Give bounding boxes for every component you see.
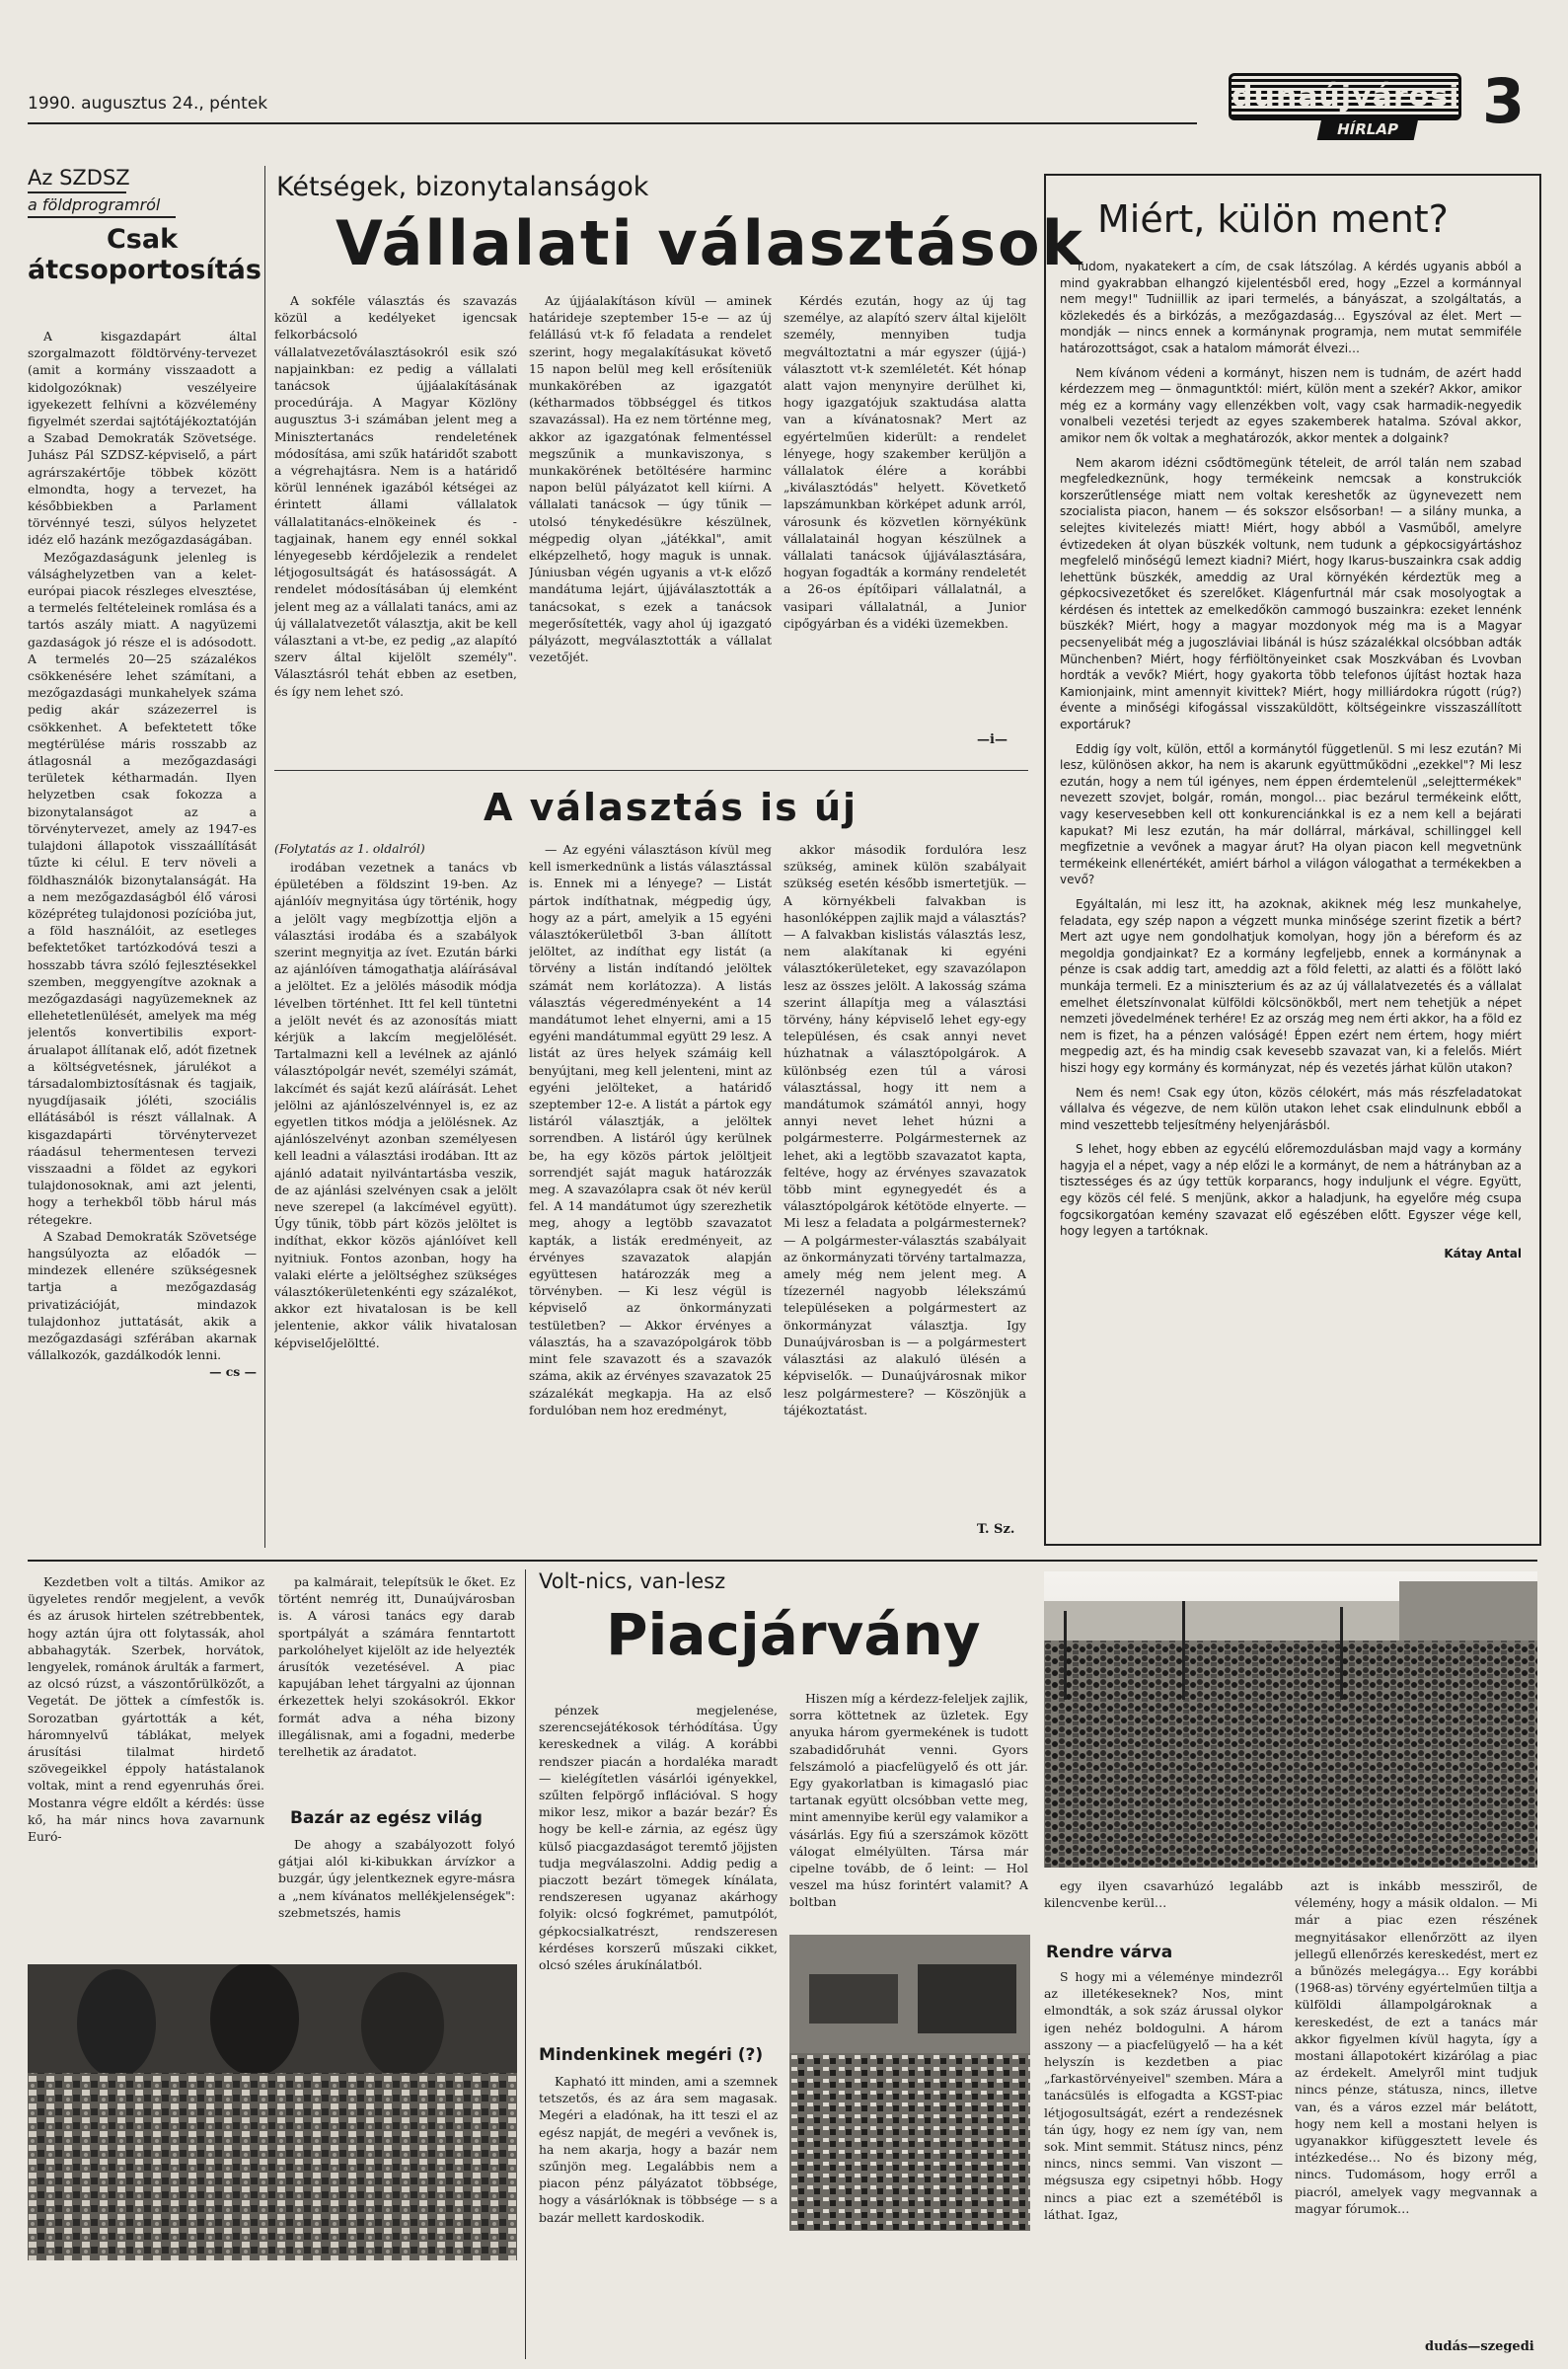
kulon-ment-para: Eddig így volt, külön, ettől a kormánytól függetlenül. S mi lesz ezután? Mi lesz, különösen akkor, ha nem is akarunk együttműködni „ezekkel"? Mi lesz ezután, hogy a nem túl igényes, nem éppen érdemtelenül „selejttermékek" nevezett szovjet, bolgár, román, mongol… piac bezárul termékeink előtt, vagy keservesebben kell ott konkurenciánkkal is ez a nem kell a bejárati kapukat? Mi lesz ezután, ha már dollárral, márkával, schillinggel kell megfizetnie a vevőnek a magyar árut? Ha olyan piacon kell megvetnünk termékeink ellenértékét, amiért bárhol a világon válogathat a termékekben a vevő? <box>1060 741 1522 887</box>
valasztas-uj-title: A választás is új <box>484 786 859 829</box>
piac-intro-col-1 <box>28 1573 264 1954</box>
valasztasok-col-1 <box>274 292 517 760</box>
valasztas-uj-text-2: — Az egyéni választáson kívül meg kell ismerkednünk a listás választással is. Ennek mi a lényege? — Listát pártok indíthatnak, mégpedig úgy, hogy az a párt, amelyik a 15 egyéni választókerületből 3-ban állított jelöltet, az indíthat egy listát (a törvény a listán indítandó jelöltek számát nem korlátozza). A listás választás végeredményeként a 14 mandátumot lehet elnyerni, ami a 15 egyéni mandátummal együtt 29 lesz. A listát az üres helyek számáig kell benyújtani, meg kell jelenteni, mint az egyéni jelölteket, a határidő szeptember 12-e. A listát a pártok egy listáról választják, a jelöltek sorrendben. A listáról úgy kerülnek be, ha egy közös pártok jelöltjeit sorrendjét saját maguk határozzák meg. A szavazólapra csak öt név kerül fel. A 14 mandátumot úgy szerezhetik meg, ahogy a legtöbb szavazatot kapták, a listák eredményeit, az érvényes szavazatok alapján együttesen határozzák meg a törvényben. — Ki lesz végül is képviselő az önkormányzati testületben? — Akkor érvényes a választás, ha a szavazópolgárok több mint fele szavazott és a szavazók száma, akik az érvényes szavazatok 25 százalékát megkapja. Ha az első fordulóban nem hoz eredményt, <box>529 842 772 1417</box>
szdsz-signature: — cs — <box>209 1364 257 1380</box>
mindenki-body <box>539 2073 778 2355</box>
mindenki-text: Kapható itt minden, ami a szemnek tetszetős, és az ára sem magasak. Megéri a eladónak, ha itt teszi el az egész napját, de megéri a vevőnek is, ha nem akarja, hogy a bazár nem szűnjön meg. Legalábbis nem a piacon pénz pályázatot többsége, hogy a vásárlóknak is többsége — s a bazár mellett kardoskodik. <box>539 2074 778 2225</box>
piac-intro-text-1: Kezdetben volt a tiltás. Amikor az ügyeletes rendőr megjelent, a vevők és az árusok hirtelen szétrebbentek, hogy aztán újra ott folytassák, ahol abbahagyták. Szerbek, horvátok, lengyelek, románok árulták a farmert, az olcsó rúzst, a vászontőrülközőt, a Vegetát. De jöttek a címfestők is. Sorozatban gyártották a két, háromnyelvű táblákat, melyek árusítási tilalmat hirdető szövegeikkel éppoly hatástalanok voltak, mint a rend egyenruhás őrei. Mostanra végre eldőlt a kérdés: üsse kő, ha már nincs hova zavarnunk Euró- <box>28 1574 264 1845</box>
valasztas-uj-continued: (Folytatás az 1. oldalról) <box>274 841 425 856</box>
market-items-photo <box>789 1935 1030 2231</box>
rendre-subhead: Rendre várva <box>1046 1943 1173 1962</box>
piac-signature: dudás—szegedi <box>1425 2339 1534 2354</box>
valasztasok-signature: —i— <box>977 732 1008 747</box>
market-crowd-image <box>1044 1571 1537 1868</box>
bazar-body <box>278 1836 515 1954</box>
piac-text-a: pénzek megjelenése, szerencsejátékosok térhódítása. Úgy kereskednek a világ. A korábbi rendszer piacán a hordaléka maradt — kielégítetlen vásárlói igényekkel, szűlten felpörgő inflációval. S hogy mikor lesz, mikor a bazár bezár? És hogy be kell-e zárnia, az egész ügy külső piacgazdaságot teremtő jöjjsten tudja megválaszolni. Addig pedig a piaczott bezárt tömegek kínálata, rendszeresen ugyanaz akárhogy folyik: olcsó fogkrémet, pamutpólót, gépkocsialkatrészt, rendszeresen kérdéses korszerű műszaki cikket, olcsó széles árukínálatból. <box>539 1703 778 1973</box>
bazar-text: De ahogy a szabályozott folyó gátjai alól ki-kibukkan árvízkor a buzgár, úgy jelentkeznek egyre-másra a „nem kívánatos mellékjelenségek": szebmetszés, hamis <box>278 1837 515 1920</box>
rendre-text: S hogy mi a véleménye mindezről az illetékeseknek? Nos, mint elmondták, a sok száz árussal olykor igen nehéz boldogulni. A három asszony — a piacfelügyelő — ha a két helyszín is kezdetben a piac „farkastörvényeivel" szemben. Mára a tanácsülés is elfogadta a KGST-piac létjogosultságát, ezért a rendezésnek tán úgy, hogy ez nem így van, nem sok. Mint semmit. Státusz nincs, pénz nincs, nincs semmi. Van viszont — mégsusza egy csipetnyi hőbb. Hogy nincs a piac ezt a szemétéből is láthat. Igaz, <box>1044 1969 1283 2222</box>
page-number: 3 <box>1482 65 1526 137</box>
valasztasok-text-1: A sokféle választás és szavazás közül a kedélyeket igencsak felkorbácsoló vállalatvezetőválasztásokról esik szó napjainkban: ez pedig a vállalati tanácsok újjáalakításának procedúrája. A Magyar Közlöny augusztus 3-i számában jelent meg a Minisztertanács rendeletének módosítása, ami szűk határidőt szabott a végrehajtásra. Nem is a határidő körül lennének igazából kétségei az érintett állami vállalatok vállalatitanács-elnökeinek és -tagjainak, hanem egy ennél sokkal lényegesebb kérdőjelezik a rendelet létjogosultságát és hatásosságát. A rendelet módosításában új elemként jelent meg az a vállalati tanács, ami az új vállalatvezetőt választja, akit be kell választani a vt-be, ez pedig „az alapító szerv által kijelölt személy". Választásról tehát ebben az esetben, és így nem lehet szó. <box>274 293 517 699</box>
kulon-ment-title: Miért, külön ment? <box>1097 197 1449 241</box>
kulon-ment-para: Nem és nem! Csak egy úton, közös célokért, más más részfeladatokat vállalva és végezve, de nem külön utakon lehet csak elindulnunk ebből a mind veszettebb teljesítmény helyenjárásból. <box>1060 1085 1522 1132</box>
market-stalls-image <box>28 1964 517 2260</box>
bazar-subhead: Bazár az egész világ <box>290 1808 483 1828</box>
valasztas-uj-signature: T. Sz. <box>977 1522 1015 1537</box>
kulon-ment-body <box>1060 259 1522 1518</box>
piac-col-c1 <box>1044 1877 1283 1917</box>
piac-col-b <box>789 1690 1028 1927</box>
valasztasok-kicker: Kétségek, bizonytalanságok <box>276 172 649 202</box>
piac-text-d: azt is inkább messziről, de vélemény, hogy a másik oldalon. — Mi már a piac ezen részének megnyitásakor ellenőrzött az ilyen jellegű ellenőrzés kereskedést, mert ez a bűnözés melegágya… Egy korábbi (1968-as) törvény egyértelműen tiltja a külföldi állampolgároknak a kereskedést, de ezt a tanács már akkor figyelmen kívül hagyta, így a mostani állapotokért kizárólag a piac az érdekelt. Amelyről mint tudjuk nincs pénze, státusza, nincs, illetve van, és a város ezzel már belátott, hogy nem kell a mostani helyen is ugyanakkor kifüggesztett levele és intézkedése… No és bizony még, nincs. Tudomásom, hogy erről a piacról, amelyek vagy megvannak a magyar fórumok… <box>1295 1878 1537 2216</box>
valasztas-uj-text-3: akkor második fordulóra lesz szükség, aminek külön szabályait szükség esetén később ismertetjük. — A környékbeli falvakban is hasonlóképpen zajlik majd a választás? — A falvakban kislistás választás lesz, nem alakítanak ki egyéni választókerületeket, egy szavazólapon lesz az összes jelölt. A lakosság száma szerint állapítja meg a választási törvény, hány képviselő lehet egy-egy településen, és csak annyi nevet húzhatnak a választópolgárok. A különbség ezen túl a városi választással, hogy itt nem a mandátumok számától annyi, hogy annyi nevet lehet húzni a polgármesterre. Polgármesternek az lehet, aki a legtöbb szavazatot kapta, feltéve, hogy az érvényes szavazatok több mint egynegyedét és a választópolgárok kétötöde elnyerte. — Mi lesz a feladata a polgármesternek? — A polgármester-választás szabályait az önkormányzati törvény tartalmazza, amely még nem jelent meg. A tízezernél nagyobb lélekszámú településeken a polgármestert az önkormányzat választja. Igy Dunaújvárosban is — a polgármestert választási az alakuló ülésén a képviselők. — Dunaújvárosnak mikor lesz polgármestere? — Köszönjük a tájékoztatást. <box>784 842 1026 1417</box>
mindenki-subhead: Mindenkinek megéri (?) <box>539 2045 764 2065</box>
valasztas-uj-col-2 <box>529 841 772 1540</box>
valasztasok-col-2 <box>529 292 772 760</box>
kulon-ment-para: Nem akarom idézni csődtömegünk tételeit, de arról talán nem szabad megfeledkeznünk, hogy termékeink nemcsak a konstrukciók korszerűtlensége miatt nem voltak kereshetők az ügynevezett nem szocialista piacon, hanem — és sokszor elsősorban! — a silány munka, a selejtes kivitelezés miatt! Miért, hogy abból a Vasműből, amelyre évtizedeken át olyan büszkék voltunk, nem tudunk a gépkocsigyártáshoz megfelelő minőségű lemezt kiadni? Miért, hogy Ikarus-buszainkra csak addig lehettünk büszkék, ameddig az Ural környékén kérdeztük meg a gépkocsivezetőket és szerelőket. Klágenfurtnál már csak mosolyogtak a kérdésen és intettek az emelkedőkön cammogó buszainkra: ezeket lennénk büszkék? Miért, hogy a magyar mozdonyok még ma is a Magyar pecsenyelibát még a jugoszláviai libánál is húsz százalékkal olcsóbban adták Münchenben? Miért, hogy férfiöltönyeinket csak Moszkvában és Lvovban hordták a vevők? Miért, hogy gyakorta több telefonos újítást hoztak haza Kamionjaink, mint amennyit kivittek? Miért, hogy milliárdokra rúgott (rúg?) évente a minőségi kifogással visszaküldött, költségeinkre visszaszállított exportáruk? <box>1060 455 1522 732</box>
kulon-ment-para: S lehet, hogy ebben az egycélú előremozdulásban majd vagy a kormány hagyja el a népet, vagy a nép előzi le a kormányt, de nem a hátrányban az a tisztességes és az úgy tettük korparancs, hogy induljunk el végre. Együtt, egy közös cél felé. S menjünk, akkor a haladjunk, ha egyelőre még csupa fogcsikorgatóan kemény szavazat elő egészében előtt. Egyszer vége kell, hogy legyen a tartóknak. <box>1060 1142 1522 1239</box>
szdsz-para: A Szabad Demokraták Szövetsége hangsúlyozta az előadók — mindezek ellenére szükségesnek tartja a mezőgazdaság privatizációját, mindazok tulajdonhoz juttatását, akik a mezőgazdasági szférában akarnak vállalkozók, gazdálkodók lenni. <box>28 1228 257 1363</box>
masthead-title: dunaújvárosi <box>1229 73 1461 120</box>
header-rule <box>28 122 1197 124</box>
szdsz-article <box>28 166 261 295</box>
piac-title: Piacjárvány <box>606 1601 981 1668</box>
market-stalls-photo <box>28 1964 517 2260</box>
market-crowd-photo <box>1044 1571 1537 1868</box>
piac-kicker: Volt-nics, van-lesz <box>539 1569 726 1593</box>
piac-text-c1: egy ilyen csavarhúzó legalább kilencvenbe kerül… <box>1044 1878 1283 1911</box>
piac-intro-col-2 <box>278 1573 515 1795</box>
valasztasok-col-3 <box>784 292 1026 726</box>
kulon-ment-para: Nem kívánom védeni a kormányt, hiszen nem is tudnám, de azért hadd kérdezzem meg — önmaguntktól: miért, külön ment a szekér? Akkor, amikor még ez a kormány vagy ellenzékben volt, vagy csak harmadik-negyedik vonalbeli vezetési terjedt az egyes szakemberek hatalma. Szóval akkor, amikor nem ők voltak a meghatározók, akkor mentek a dolgaink? <box>1060 365 1522 445</box>
szdsz-para: A kisgazdapárt által szorgalmazott földtörvény-tervezet (amit a kormány visszaadott a kidolgozóknak) veszélyeire igyekezett felhívni a közvélemény figyelmét szerdai sajtótájékoztatóján a Szabad Demokraták Szövetsége. Juhász Pál SZDSZ-képviselő, a párt agrárszakértője többek között elmondta, hogy a tervezet, ha későbbiekben a Parlament törvénnyé teszi, súlyos helyzetet idéz elő hazánk mezőgazdaságában. <box>28 329 257 548</box>
valasztasok-title: Vállalati választások <box>336 207 1084 279</box>
szdsz-title-2: átcsoportosítás <box>28 255 261 285</box>
masthead-subtitle: HÍRLAP <box>1317 118 1419 140</box>
piac-col-a <box>539 1702 778 2037</box>
piac-text-b: Hiszen míg a kérdezz-feleljek zajlik, sorra köttetnek az üzletek. Egy anyuka három gyermekének is tudott szabadidőruhát venni. Gyors felszámoló a piacfelügyelő és ott jár. Egy gyakorlatban is kimagasló piac tartanak együtt olcsóbban vette meg, mint amennyibe kerül egy valamikor a vásárlás. Egy fiú a szerszámok között válogat elmélyülten. Társa már cipelne tovább, de ő leint: — Hol veszel ma húsz forintért valamit? A boltban <box>789 1691 1028 1910</box>
szdsz-title-1: Csak <box>106 224 179 255</box>
piac-intro-text-2: pa kalmárait, telepítsük le őket. Ez történt nemrég itt, Dunaújvárosban is. A városi tanács egy darab sportpályát a számára fenntartott parkolóhelyet kijelölt az ide helyezték árusítók vezetésével. A piac kapujában lehet tárgyalni az újonnan érkezettek helyi szokásokról. Ekkor formát adva a néha bizony illegálisnak, ami a fogadni, mederbe terelhetik az áradatot. <box>278 1574 515 1760</box>
piac-col-d <box>1295 1877 1537 2341</box>
szdsz-kicker-2: a földprogramról <box>28 195 161 214</box>
valasztasok-text-2: Az újjáalakításon kívül — aminek határideje szeptember 15-e — az új felállású vt-k fő feladata a rendelet szerint, hogy megalakításukat követő 15 napon belül meg kell erősíteniük munkakörében az igazgatót (kétharmados többséggel és titkos szavazással). Ha ez nem történne meg, akkor az igazgatónak felmentéssel megszűnik a munkaviszonya, s munkakörének betöltésére harminc napon belül pályázatot kell kiírni. A vállalati tanácsok — úgy tűnik — utolsó ténykedésükre készülnek, mégpedig olyan „játékkal", amit elképzelhető, hogy maguk is unnak. Júniusban végén ugyanis a vt-k előző mandátuma lejárt, újjáválasztották a tanácsokat, s ezek a tanácsok megerősítették, vagy ahol új igazgató pályázott, megválasztották a vállalat vezetőjét. <box>529 293 772 665</box>
szdsz-body <box>28 328 257 1530</box>
masthead-logo <box>1229 73 1460 140</box>
valasztas-uj-col-1 <box>274 859 517 1540</box>
szdsz-kicker: Az SZDSZ <box>28 166 130 190</box>
valasztasok-text-3: Kérdés ezután, hogy az új tag személye, az alapító szerv által kijelölt személy, mennyiben tudja megváltoztatni a már egyszer (újjá-) választott vt-k szemléletét. Két hónap alatt vajon menynyire derülhet ki, hogy igazgatójuk szaktudása alatta van a kívánatosnak? Mert az egyértelműen kiderült: a rendelet lényege, hogy szakember kerüljön a vállalatok élére a korábbi „kiválasztódás" helyett. Követkető lapszámunkban körképet adunk arról, városunk és közvetlen környékünk vállalatainál hogyan készülnek a vállalati tanácsok újjáválasztására, hogyan fogadták a kormány rendeletét a 26-os építőipari vállalatnál, a vasipari vállalatnál, a Junior cipőgyárban és a vidéki üzemekben. <box>784 293 1026 631</box>
rendre-body <box>1044 1968 1283 2353</box>
market-items-image <box>789 1935 1030 2231</box>
kulon-ment-para: Egyáltalán, mi lesz itt, ha azoknak, akiknek még lesz munkahelye, feladata, egy szép napon a végzett munka minősége szerint fizetik a bért? Mert azt ugye nem gondolhatjuk komolyan, hogy jön a béreform és az megoldja gondjainkat? Ez a kormány legfeljebb, ennek a kormánynak a pénze is csak addig tart, ameddig azt a föld feletti, az alatti és a fölött lakó munkája termeli. Ez a miniszterium és az az új vállalatvezetés és a vállalat emelhet életszínvonalat külföldi kölcsönökből, mert nem tehetjük a népet nemzeti jövedelmének terhére! Ez az ország meg nem érti akkor, ha a föld ez nem is fizet, ha a pénzen valóságé! Éppen ezért nem értem, hogy miért megpedig azt, és ha mindig csak kevesebb szavazat van, ki a felelős. Miért hiszi hogy egy kormány és kormányzat, nép és vezetés járhat külön utakon? <box>1060 896 1522 1075</box>
valasztas-uj-col-3 <box>784 841 1026 1522</box>
valasztas-uj-text-1: irodában vezetnek a tanács vb épületében a földszint 19-ben. Az ajánlóív megnyitása úgy történik, hogy a jelölt vagy megbízottja eljön a választási irodába és a szabályok szerint megnyitja az ívet. Ezután bárki az ajánlóíven támogathatja aláírásával a jelöltet. Ez a jelölés második módja lévelben történhet. Itt fel kell tüntetni a jelölt nevét és az azonosítás miatt kérjük a lakcím megjelölését. Tartalmazni kell a levélnek az ajánló választópolgár nevét, személyi számát, lakcímét és saját kezű aláírását. Lehet jelölni az ajánlószelvénnyel is, ez az egyetlen titkos módja a jelölésnek. Az ajánlószelvényt azonban személyesen kell leadni a választási irodában. Itt az ajánló adatait nyilvántartásba veszik, de az ajánlási szelvényen csak a jelölt neve szerepel (a lakcímével együtt). Úgy tűnik, több párt közös jelöltet is indíthat, ekkor közös ajánlóívet kell nyitniuk. Fontos azonban, hogy ha valaki elérte a jelöltséghez szükséges választókerületenkénti egy százalékot, akkor ezt hivatalosan is be kell jelentenie, akkor válik hivatalosan képviselőjelöltté. <box>274 860 517 1350</box>
szdsz-para: Mezőgazdaságunk jelenleg is válsághelyzetben van a kelet-európai piacok részleges elvesztése, a termelés feltételeinek romlása és a tartós aszály miatt. A nagyüzemi gazdaságok jó része el is adósodott. A termelés 20—25 százalékos csökkenésére lehet számítani, a mezőgazdasági munkahelyek száma pedig akár százezerrel is csökkenhet. A befektetett tőke megtérülése máris rosszabb az átlagosnál a mezőgazdasági területek kétharmadán. Ilyen helyzetben csak fokozza a bizonytalanságot az a törvénytervezet, amely az 1947-es tulajdoni állapotok visszaállítását tűzte ki célul. E terv növeli a földhasználók bizonytalanságát. Ha a nem mezőgazdaságból élő városi középréteg tulajdonosi pozícióba jut, a föld használóit, az esetleges befektetőket tartózkodóvá teszi a hosszabb távra szóló fejlesztésekkel szemben, meggyengítve azoknak a mezőgazdasági nagyüzemeknek az ellehetetlenülését, amelyek ma még jelentős konvertibilis export-árualapot állítanak elő, adót fizetnek a költségvetésnek, járulékot a társadalombiztosításnak és tagjaik, nyugdíjasaik jóléti, szociális ellátásából is részt vállalnak. A kisgazdapárti törvénytervezet ráadásul tehermentesen tervezi visszaadni a földet az egykori tulajdonosoknak, ami azt jelenti, hogy a terhekből több hárul más rétegekre. <box>28 549 257 1227</box>
issue-date: 1990. augusztus 24., péntek <box>28 94 268 114</box>
kulon-ment-signature: Kátay Antal <box>1444 1246 1522 1261</box>
kulon-ment-para: Tudom, nyakatekert a cím, de csak látszólag. A kérdés ugyanis abból a mind gyakrabban elhangzó kijelentésből ered, hogy „Ezzel a kormánnyal nem megy!" Tudniillik az ipari termelés, a bányászat, a szolgáltatás, a közlekedés és a birkózás, a mezőgazdaság… Egyszóval az élet. Mert — mondják — nincs ennek a kormánynak programja, nem mutat semmiféle határozottságot, csak a hatalom mámorát élvezi… <box>1060 260 1522 355</box>
